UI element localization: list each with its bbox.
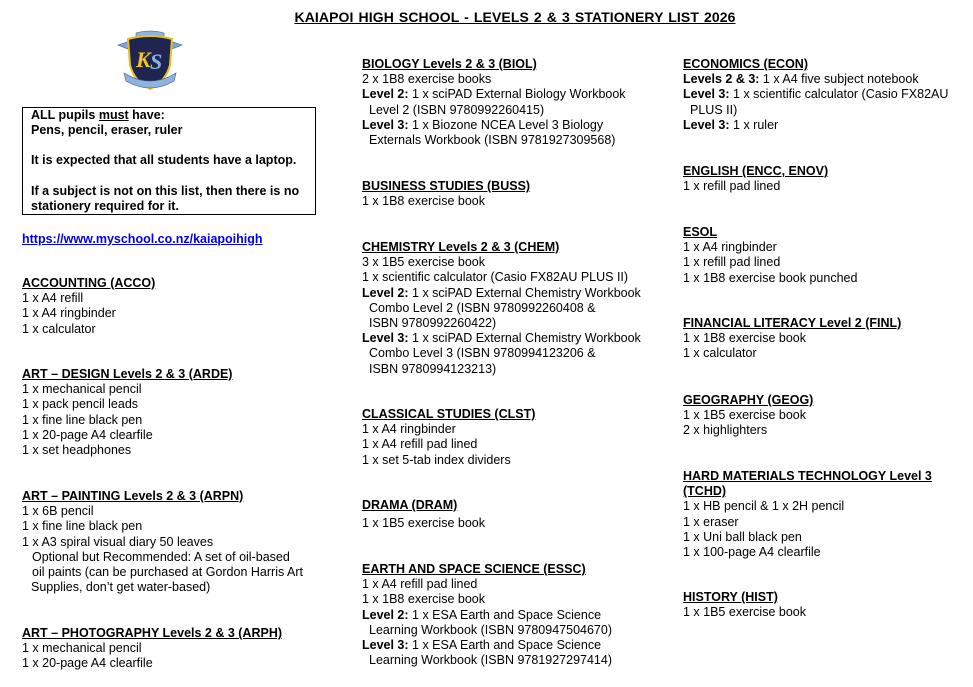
level-text: 1 x ESA Earth and Space Science [408,638,602,653]
list-item [362,87,626,102]
list-item: 1 x A4 refill pad lined [362,577,478,592]
list-item: 1 x mechanical pencil [22,382,142,397]
section-history [683,590,806,620]
notice-line1-post: have: [128,108,165,122]
list-item: 1 x 1B5 exercise book [683,605,806,620]
page-title: KAIAPOI HIGH SCHOOL - LEVELS 2 & 3 STATIONERY LIST 2026 [294,9,736,25]
list-item: 2 x 1B8 exercise books [362,72,492,87]
list-item [683,87,948,102]
optional-note: oil paints (can be purchased at Gordon Harris Art [32,565,303,580]
svg-text:S: S [150,49,163,74]
list-item-cont: Combo Level 3 (ISBN 9780994123206 & [369,346,596,361]
list-item: 1 x refill pad lined [683,255,781,270]
list-item: 1 x A4 refill [22,291,84,306]
section-drama [362,498,485,531]
list-item: 1 x 1B8 exercise book [362,592,485,607]
level-label: Level 3: [683,117,730,132]
section-title: ESOL [683,225,718,239]
level-text: 1 x scientific calculator (Casio FX82AU [729,87,949,102]
section-title: DRAMA (DRAM) [362,498,458,512]
list-item [362,638,612,653]
list-item: 1 x 1B8 exercise book punched [683,270,858,285]
list-item: 1 x 1B5 exercise book [362,516,485,531]
section-title: ART – DESIGN Levels 2 & 3 (ARDE) [22,367,233,381]
list-item: 1 x set 5-tab index dividers [362,452,511,467]
list-item: 3 x 1B5 exercise book [362,255,485,270]
list-item-cont: Combo Level 2 (ISBN 9780992260408 & [369,300,596,315]
level-text: 1 x sciPAD External Chemistry Workbook [408,285,641,300]
svg-text:K: K [136,47,151,72]
school-website-link[interactable]: https://www.myschool.co.nz/kaiapoihigh [22,232,263,246]
section-art-photography [22,626,282,672]
list-item: 1 x HB pencil & 1 x 2H pencil [683,499,845,514]
section-title: FINANCIAL LITERACY Level 2 (FINL) [683,316,902,330]
list-item [362,331,641,346]
level-text: 1 x A4 five subject notebook [759,72,919,87]
level-label: Level 2: [362,607,409,622]
list-item: 1 x fine line black pen [22,519,143,534]
section-title: HARD MATERIALS TECHNOLOGY Level 3 [683,469,932,483]
level-label: Level 3: [362,117,409,132]
list-item: 1 x 20-page A4 clearfile [22,656,153,671]
section-title: ACCOUNTING (ACCO) [22,276,156,290]
list-item-cont: PLUS II) [690,102,738,117]
list-item: 1 x scientific calculator (Casio FX82AU PLUS II) [362,270,629,285]
list-item-cont: Learning Workbook (ISBN 9780947504670) [369,622,612,637]
list-item: 1 x fine line black pen [22,412,143,427]
section-esol [683,225,857,286]
section-title: EARTH AND SPACE SCIENCE (ESSC) [362,562,586,576]
notice-line4b: stationery required for it. [31,198,179,213]
section-title: ART – PHOTOGRAPHY Levels 2 & 3 (ARPH) [22,626,283,640]
list-item: 1 x A4 ringbinder [683,240,777,255]
list-item [683,118,948,133]
list-item: 1 x eraser [683,514,739,529]
section-title: GEOGRAPHY (GEOG) [683,393,814,407]
list-item: 1 x pack pencil leads [22,397,139,412]
section-chemistry [362,240,641,377]
section-hard-materials-technology [683,469,932,560]
notice-must: must [98,108,129,122]
list-item: 1 x set headphones [22,443,132,458]
section-title: HISTORY (HIST) [683,590,778,604]
list-item: 1 x 20-page A4 clearfile [22,427,153,442]
list-item [362,608,612,623]
list-item: 1 x 1B8 exercise book [683,331,806,346]
section-title: ART – PAINTING Levels 2 & 3 (ARPN) [22,489,244,503]
level-text: 1 x Biozone NCEA Level 3 Biology [408,117,604,132]
list-item: 1 x refill pad lined [683,179,781,194]
level-label: Level 3: [683,87,730,102]
list-item: 1 x 1B8 exercise book [362,194,485,209]
list-item: 1 x 6B pencil [22,504,94,519]
section-accounting [22,276,155,337]
section-economics [683,57,948,133]
section-geography [683,393,813,439]
optional-note: Optional but Recommended: A set of oil-based [32,549,290,564]
school-crest-icon [114,27,186,93]
list-item: 1 x mechanical pencil [22,641,142,656]
notice-box [22,107,316,215]
list-item: 2 x highlighters [683,423,768,438]
list-item: 1 x calculator [22,321,96,336]
optional-note: Supplies, don’t get water-based) [31,580,211,595]
list-item [683,72,948,87]
list-item: 1 x 1B5 exercise book [683,408,806,423]
list-item-cont: ISBN 9780994123213) [369,361,497,376]
notice-line2: Pens, pencil, eraser, ruler [31,123,183,138]
section-art-design [22,367,232,458]
list-item-cont: ISBN 9780992260422) [369,316,497,331]
list-item [362,118,626,133]
notice-line4a: If a subject is not on this list, then there is no [31,183,300,198]
section-financial-literacy [683,316,901,362]
level-text: 1 x ESA Earth and Space Science [408,607,602,622]
list-item-cont: Level 2 (ISBN 9780992260415) [369,102,545,117]
list-item: 1 x A4 refill pad lined [362,437,478,452]
list-item: 1 x Uni ball black pen [683,529,802,544]
list-item: 1 x calculator [683,346,757,361]
level-label: Level 3: [362,331,409,346]
list-item-cont: Externals Workbook (ISBN 9781927309568) [369,133,616,148]
list-item-cont: Learning Workbook (ISBN 9781927297414) [369,653,612,668]
level-label: Levels 2 & 3: [683,72,760,87]
section-title: ENGLISH (ENCC, ENOV) [683,164,829,178]
list-item: 1 x A4 ringbinder [362,422,456,437]
section-classical-studies [362,407,535,468]
section-title: BUSINESS STUDIES (BUSS) [362,179,531,193]
level-label: Level 2: [362,87,409,102]
level-text: 1 x ruler [729,117,779,132]
list-item: 1 x A3 spiral visual diary 50 leaves [22,534,214,549]
notice-line1-pre: ALL pupils [31,108,99,122]
section-business-studies [362,179,530,209]
section-title: CLASSICAL STUDIES (CLST) [362,407,536,421]
level-label: Level 2: [362,285,409,300]
section-biology [362,57,626,148]
section-english [683,164,828,194]
section-earth-space-science [362,562,612,668]
list-item: 1 x 100-page A4 clearfile [683,545,821,560]
level-label: Level 3: [362,638,409,653]
section-title: BIOLOGY Levels 2 & 3 (BIOL) [362,57,537,71]
list-item [362,286,641,301]
section-title-cont: (TCHD) [683,484,727,499]
list-item: 1 x A4 ringbinder [22,306,116,321]
notice-line3: It is expected that all students have a laptop. [31,153,297,168]
section-title: CHEMISTRY Levels 2 & 3 (CHEM) [362,240,560,254]
level-text: 1 x sciPAD External Chemistry Workbook [408,331,641,346]
section-title: ECONOMICS (ECON) [683,57,808,71]
section-art-painting [22,489,303,595]
level-text: 1 x sciPAD External Biology Workbook [408,87,626,102]
